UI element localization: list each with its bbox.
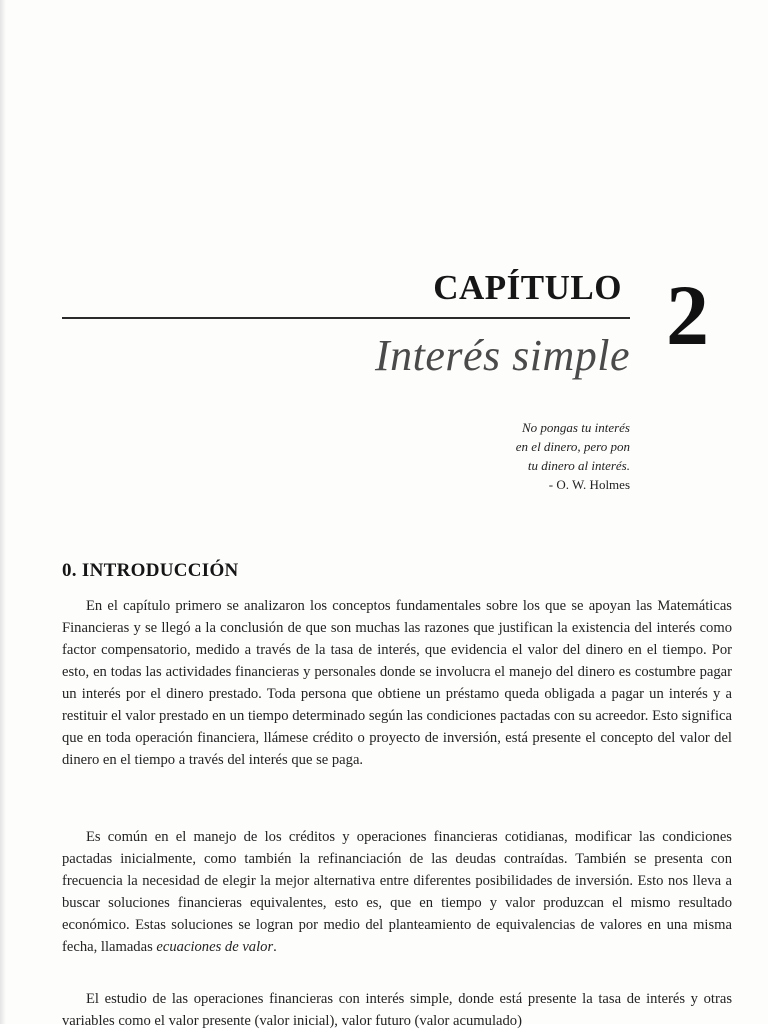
paragraph-2-end: . — [273, 939, 277, 955]
chapter-rule-divider — [62, 317, 630, 319]
epigraph-line: No pongas tu interés — [522, 420, 630, 435]
chapter-number: 2 — [666, 267, 709, 363]
chapter-label: CAPÍTULO — [433, 268, 622, 307]
epigraph — [330, 418, 630, 494]
epigraph-author: - O. W. Holmes — [548, 477, 630, 492]
chapter-title: Interés simple — [374, 331, 630, 380]
epigraph-line: tu dinero al interés. — [527, 458, 630, 473]
scan-edge — [0, 0, 6, 1024]
paragraph-2 — [62, 826, 732, 958]
paragraph-3: El estudio de las operaciones financieras con interés simple, donde está presente la tasa de interés y otras variables como el valor presente (valor inicial), valor futuro (valor acumulado) — [62, 991, 732, 1029]
paragraph-2-emphasis: ecuaciones de valor — [156, 939, 274, 955]
paragraph-1: En el capítulo primero se analizaron los conceptos fundamentales sobre los que se apoyan las Matemáticas Financieras y se llegó a la conclusión de que son muchas las razones que justifican la existencia del interés como factor compensatorio, medido a través de la tasa de interés, que evidencia el valor del dinero en el tiempo. Por esto, en todas las actividades financieras y personales donde se involucra el manejo del dinero es costumbre pagar un interés por el dinero prestado. Toda persona que obtiene un préstamo queda obligada a pagar un interés y a restituir el valor prestado en un tiempo determinado según las condiciones pactadas con su acreedor. Esto significa que en toda operación financiera, llámese crédito o proyecto de inversión, está presente el concepto del valor del dinero en el tiempo a través del interés que se paga. — [62, 598, 732, 768]
section-heading: 0. INTRODUCCIÓN — [62, 560, 239, 581]
paragraph-2-text: Es común en el manejo de los créditos y operaciones financieras cotidianas, modificar las condiciones pactadas inicialmente, como también la refinanciación de las deudas contraídas. También se presenta con frecuencia la necesidad de elegir la mejor alternativa entre diferentes posibilidades de inversión. Esto nos lleva a buscar soluciones financieras equivalentes, esto es, que en tiempo y valor produzcan el mismo resultado económico. Estas soluciones se logran por medio del planteamiento de equivalencias de valores en una misma fecha, llamadas — [62, 829, 732, 955]
epigraph-line: en el dinero, pero pon — [515, 439, 630, 454]
